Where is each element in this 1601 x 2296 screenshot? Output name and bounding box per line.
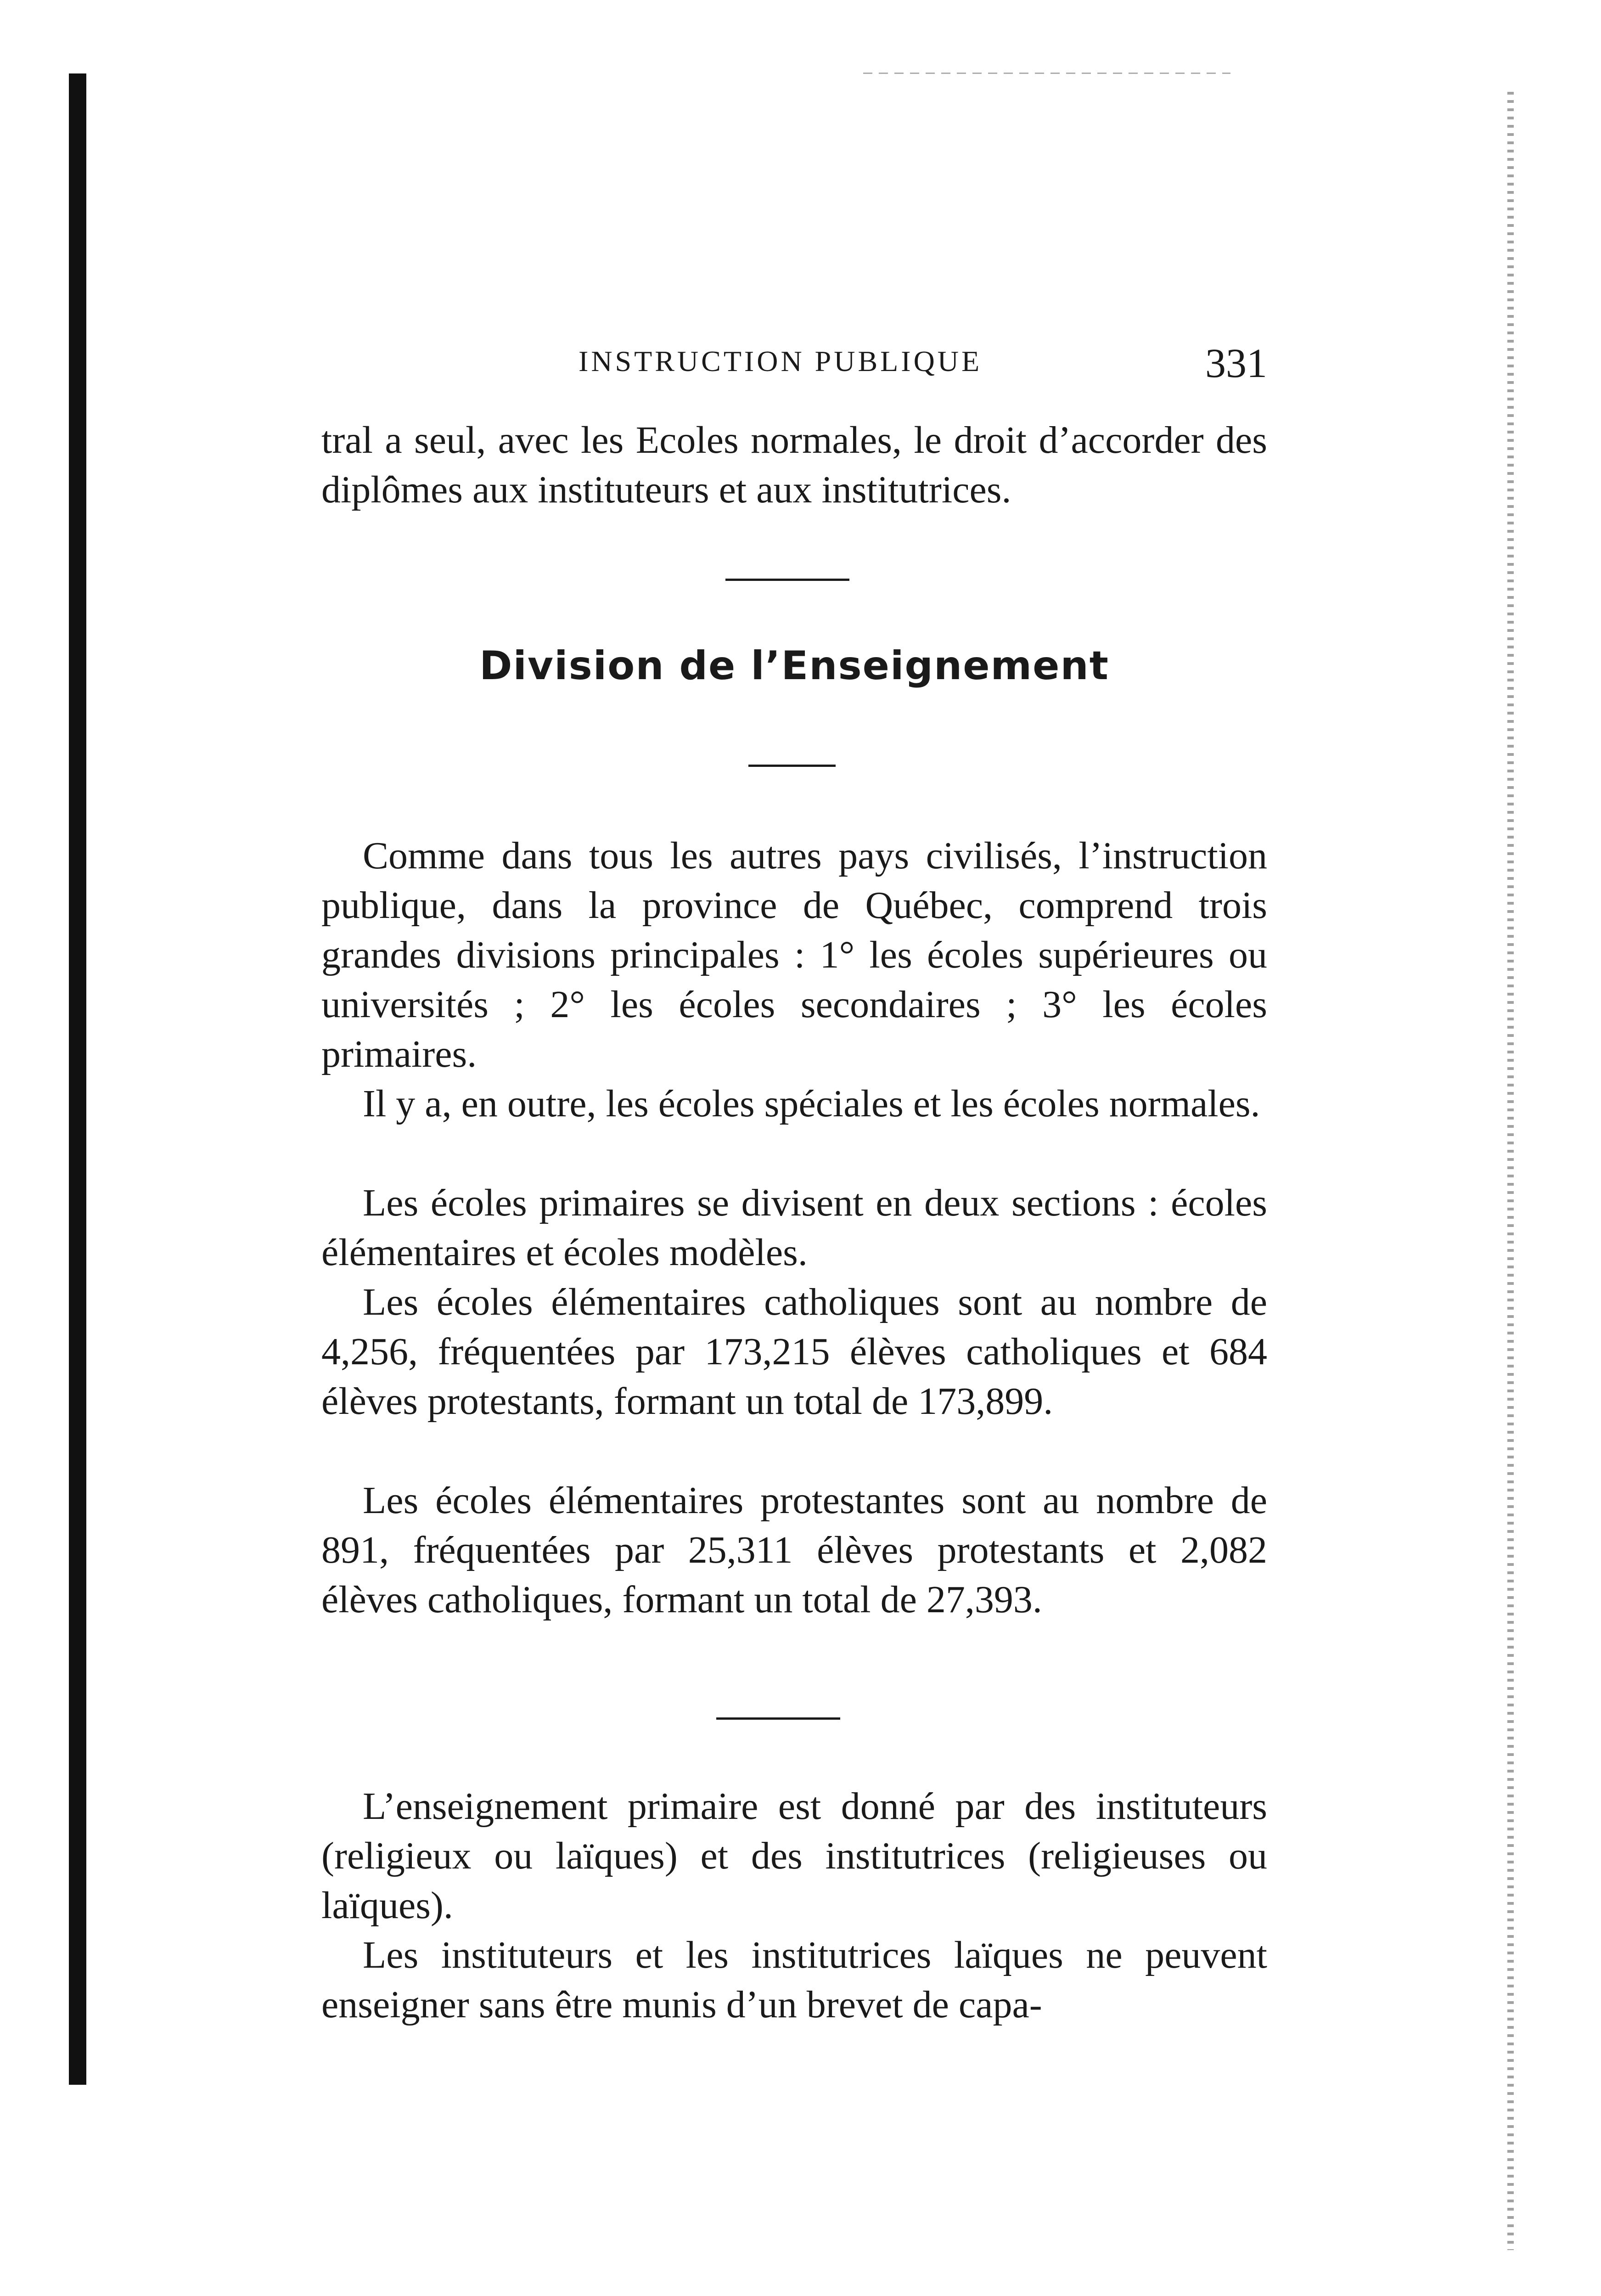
- paragraph-lay-teachers: Les instituteurs et les institutrices laïques ne peuvent enseigner sans être munis d’un brevet de capa-: [321, 1934, 1267, 2026]
- section-rule-middle: [716, 1717, 840, 1720]
- paragraph-special-schools: Il y a, en outre, les écoles spéciales et les écoles normales.: [363, 1082, 1260, 1125]
- section-heading: Division de l’Enseignement: [479, 643, 1109, 689]
- intro-paragraph: tral a seul, avec les Ecoles normales, le droit d’accorder des diplômes aux instituteurs et aux institutrices.: [321, 419, 1267, 511]
- paragraph-catholic-schools: Les écoles élémentaires catholiques sont au nombre de 4,256, fréquentées par 173,215 élèves catholiques et 684 élèves protestants, formant un total de 173,899.: [321, 1281, 1267, 1423]
- paragraph-protestant-schools: Les écoles élémentaires protestantes sont au nombre de 891, fréquentées par 25,311 élèves protestants et 2,082 élèves catholiques, formant un total de 27,393.: [321, 1479, 1267, 1621]
- scan-page-edge: [1507, 92, 1514, 2250]
- paragraph-divisions: Comme dans tous les autres pays civilisés, l’instruction publique, dans la province de Québec, comprend trois grandes divisions principales : 1° les écoles supérieures ou universités ; 2° les écoles secondaires ; 3° les écoles primaires.: [321, 834, 1267, 1075]
- page-number: 331: [1205, 341, 1267, 386]
- section-rule-bottom: [748, 765, 836, 767]
- section-rule-top: [725, 579, 849, 581]
- running-title: INSTRUCTION PUBLIQUE: [579, 345, 983, 377]
- scan-top-edge: [863, 73, 1230, 74]
- scan-binding-edge: [69, 73, 86, 2085]
- paragraph-primary-sections: Les écoles primaires se divisent en deux sections : écoles élémentaires et écoles modèles.: [321, 1182, 1267, 1274]
- running-head: [321, 340, 1267, 386]
- paragraph-teaching: L’enseignement primaire est donné par des instituteurs (religieux ou laïques) et des institutrices (religieuses ou laïques).: [321, 1785, 1267, 1927]
